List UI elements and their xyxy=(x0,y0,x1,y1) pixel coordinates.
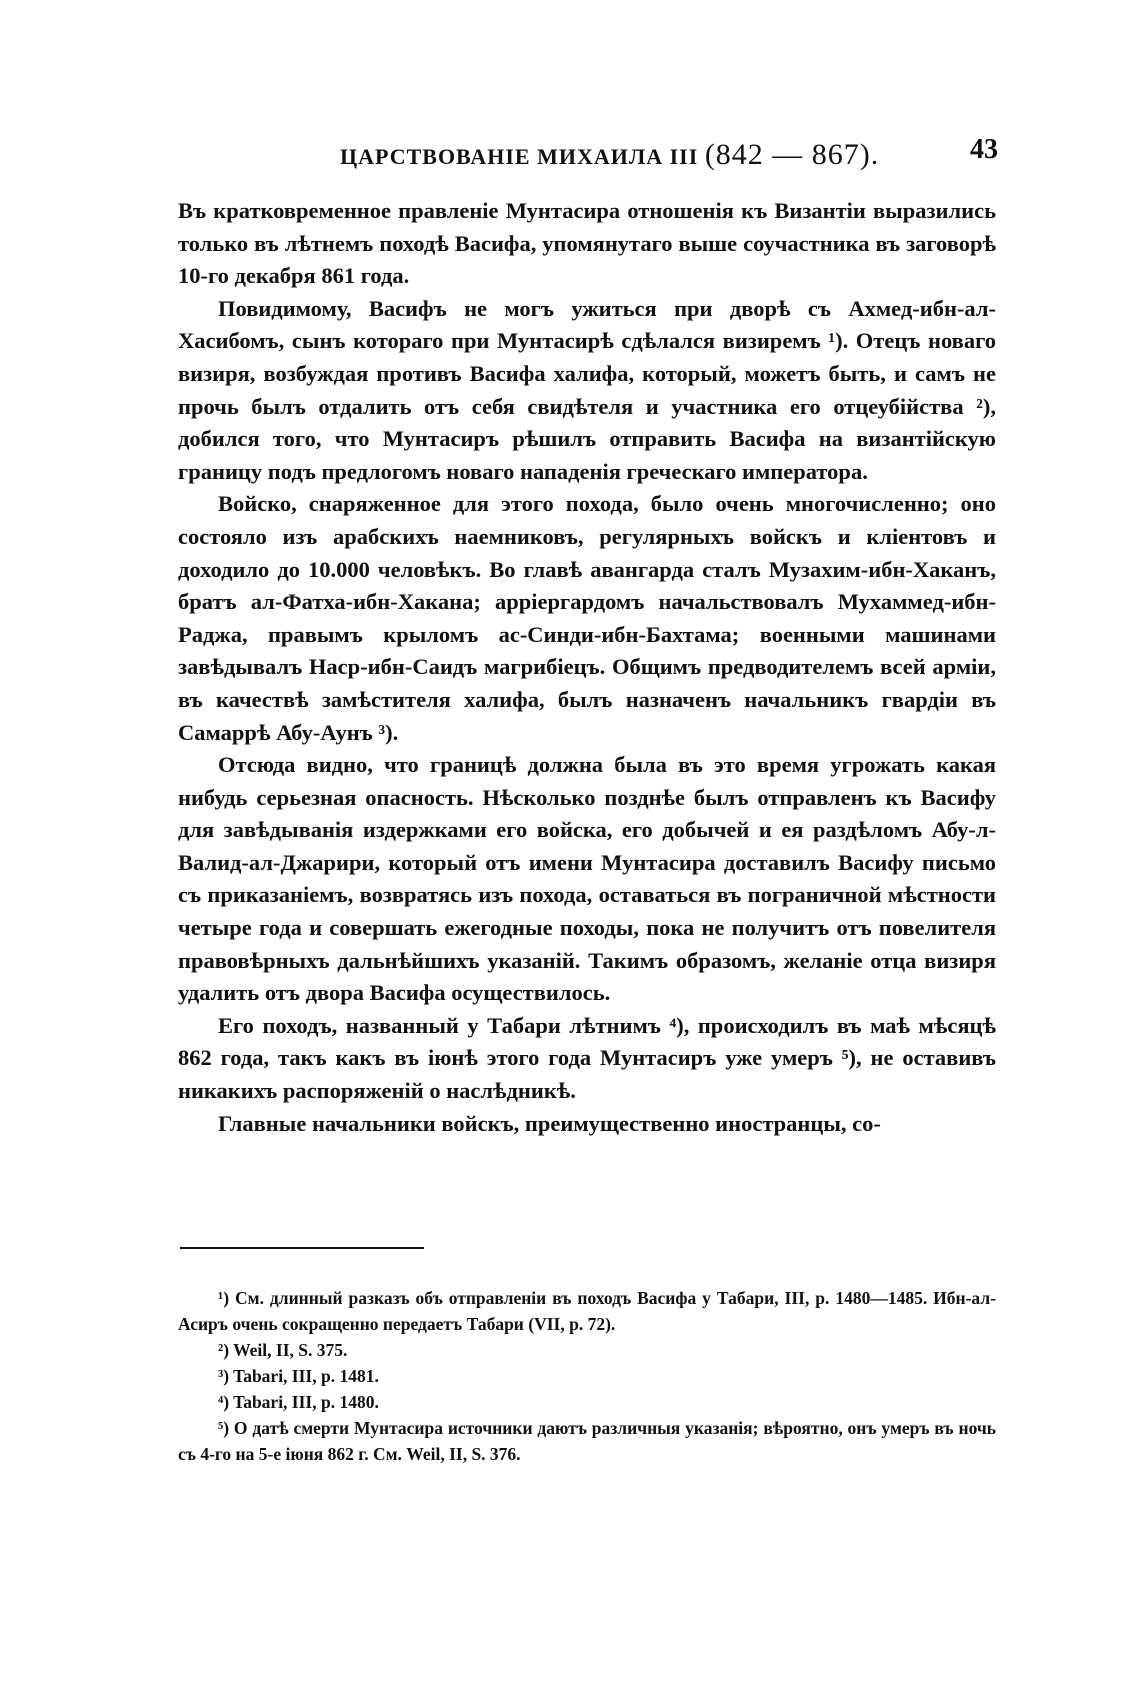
main-text xyxy=(178,195,996,1140)
running-title-years: (842 — 867). xyxy=(704,138,880,171)
paragraph: Въ кратковременное правленіе Мунтасира отношенія къ Византіи выразились только въ лѣтнемъ походѣ Васифа, упомянутаго выше соучастника въ заговорѣ 10-го декабря 861 года. xyxy=(178,198,996,289)
footnote-divider xyxy=(180,1247,424,1249)
paragraph: Его походъ, названный у Табари лѣтнимъ ⁴), происходилъ въ маѣ мѣсяцѣ 862 года, такъ какъ въ іюнѣ этого года Мунтасиръ уже умеръ ⁵), не оставивъ никакихъ распоряженій о наслѣдникѣ. xyxy=(178,1012,996,1104)
running-title xyxy=(340,138,879,172)
running-head xyxy=(180,132,998,172)
footnote: ³) Tabari, III, p. 1481. xyxy=(218,1366,379,1386)
footnote: ⁵) О датѣ смерти Мунтасира источники даютъ различныя указанія; вѣроятно, онъ умеръ въ ночь съ 4-го на 5-е іюня 862 г. См. Weil, II, S. 376. xyxy=(178,1418,996,1464)
footnotes xyxy=(178,1285,996,1467)
paragraph: Войско, снаряженное для этого похода, было очень многочисленно; оно состояло изъ арабскихъ наемниковъ, регулярныхъ войскъ и кліентовъ и доходило до 10.000 человѣкъ. Во главѣ авангарда сталъ Музахим-ибн-Хаканъ, братъ ал-Фатха-ибн-Хакана; арріергардомъ начальствовалъ Мухаммед-ибн-Раджа, правымъ крыломъ ас-Синди-ибн-Бахтама; военными машинами завѣдывалъ Наср-ибн-Саидъ магрибіецъ. Общимъ предводителемъ всей арміи, въ качествѣ замѣстителя халифа, былъ назначенъ начальникъ гвардіи въ Самаррѣ Абу-Аунъ ³). xyxy=(178,491,996,745)
paragraph: Главные начальники войскъ, преимущественно иностранцы, со- xyxy=(218,1110,881,1136)
running-title-text: ЦАРСТВОВАНІЕ МИХАИЛА III xyxy=(340,144,699,169)
page-number: 43 xyxy=(970,134,998,165)
footnote: ¹) См. длинный разказъ объ отправленіи въ походъ Васифа у Табари, III, p. 1480—1485. Ибн-ал-Асиръ очень сокращенно передаетъ Табари (VII, p. 72). xyxy=(178,1288,996,1334)
paragraph: Отсюда видно, что границѣ должна была въ это время угрожать какая нибудь серьезная опасность. Нѣсколько позднѣе былъ отправленъ къ Васифу для завѣдыванія издержками его войска, его добычей и ея раздѣломъ Абу-л-Валид-ал-Джарири, который отъ имени Мунтасира доставилъ Васифу письмо съ приказаніемъ, возвратясь изъ похода, оставаться въ пограничной мѣстности четыре года и совершать ежегодные походы, пока не получитъ отъ повелителя правовѣрныхъ дальнѣйшихъ указаній. Такимъ образомъ, желаніе отца визиря удалить отъ двора Васифа осуществилось. xyxy=(178,752,996,1006)
footnote: ⁴) Tabari, III, p. 1480. xyxy=(218,1392,379,1412)
footnote: ²) Weil, II, S. 375. xyxy=(218,1340,348,1360)
paragraph: Повидимому, Васифъ не могъ ужиться при дворѣ съ Ахмед-ибн-ал-Хасибомъ, сынъ котораго при Мунтасирѣ сдѣлался визиремъ ¹). Отецъ новаго визиря, возбуждая противъ Васифа халифа, который, можетъ быть, и самъ не прочь былъ отдалить отъ себя свидѣтеля и участника его отцеубійства ²), добился того, что Мунтасиръ рѣшилъ отправить Васифа на византійскую границу подъ предлогомъ новаго нападенія греческаго императора. xyxy=(178,295,996,484)
